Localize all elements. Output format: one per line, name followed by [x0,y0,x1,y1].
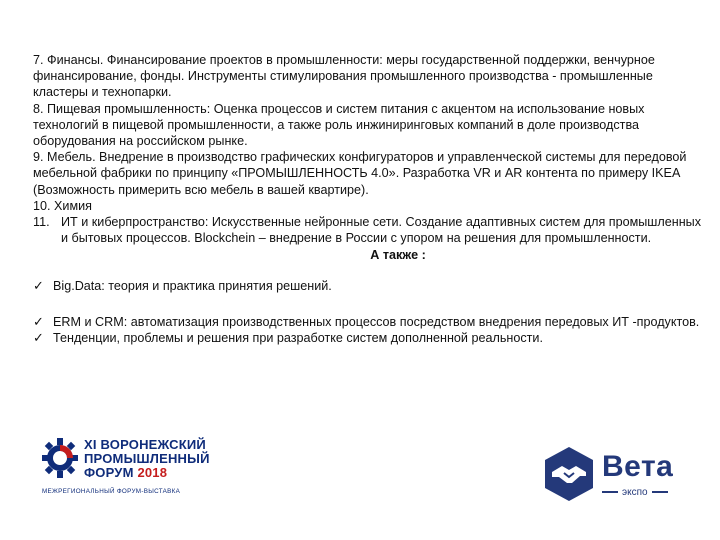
forum-word: ФОРУМ [84,465,134,480]
forum-year: 2018 [137,465,168,480]
bullet-item [33,314,703,330]
forum-subtitle: МЕЖРЕГИОНАЛЬНЫЙ ФОРУМ-ВЫСТАВКА [42,488,181,495]
item-chemistry: 10. Химия [33,198,92,213]
veta-expo-logo [542,446,692,504]
veta-subtitle-text: экспо [622,487,648,498]
gear-icon [40,436,80,480]
divider [602,491,618,493]
check-icon: ✓ [33,277,44,293]
item-it-number: 11. [33,215,50,230]
forum-title-line3 [84,466,210,480]
item-food-industry: 8. Пищевая промышленность: Оценка процессов и систем питания с акцентом на использование новых технологий в пищевой промышленности, а также роль инжиниринговых компаний в доле производства оборудования на российском рынке. [33,101,645,149]
program-text [33,52,703,346]
check-icon: ✓ [33,330,44,346]
bullet-text: ERM и CRM: автоматизация производственных процессов посредством внедрения передовых ИТ -продуктов. [53,314,700,329]
veta-subtitle [602,487,668,498]
item-finance: 7. Финансы. Финансирование проектов в промышленности: меры государственной поддержки, венчурное финансирование, фонды. Инструменты стимулирования промышленного производства - промышленные кластеры и технопарки. [33,53,655,100]
veta-wordmark: Вета [602,450,674,483]
divider [652,491,668,493]
also-heading: А также : [370,248,426,263]
bullet-text: Тенденции, проблемы и решения при разработке систем дополненной реальности. [53,331,543,346]
item-it-text: ИТ и киберпространство: Искусственные нейронные сети. Создание адаптивных систем для промышленных и бытовых процессов. Blockchein – внедрение в России с упором на решения для промышленности. [61,215,702,246]
forum-title-line1: XI ВОРОНЕЖСКИЙ [84,437,206,452]
bullet-list [33,278,703,347]
item-furniture: 9. Мебель. Внедрение в производство графических конфигураторов и управленческой системы для передовой мебельной фабрики по принципу «ПРОМЫШЛЕННОСТЬ 4.0». Разработка VR и AR контента по примеру IKEA (Возможность примерить всю мебель в вашей квартире). [33,150,687,197]
handshake-icon [542,446,596,502]
item-it [33,214,703,246]
bullet-item [33,278,703,294]
check-icon: ✓ [33,313,44,329]
bullet-item [33,330,703,346]
bullet-text: Big.Data: теория и практика принятия решений. [53,278,332,293]
forum-title-line2: ПРОМЫШЛЕННЫЙ [84,451,210,466]
forum-logo [40,436,210,498]
forum-title [84,438,210,480]
